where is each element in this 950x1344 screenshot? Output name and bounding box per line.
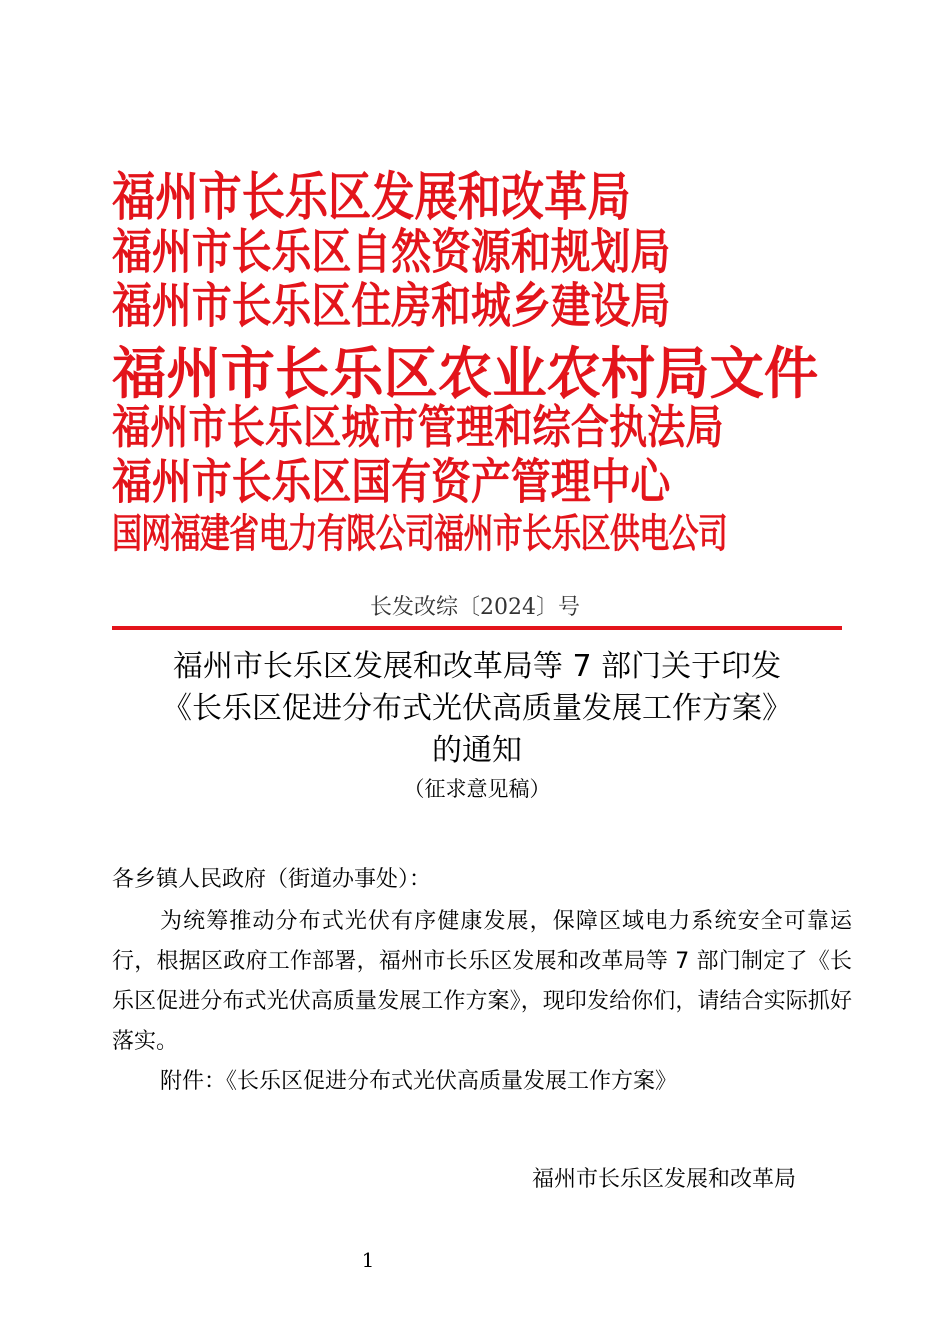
document-body (112, 860, 852, 1102)
agency-line-4: 福州市长乐区农业农村局文件 (112, 341, 819, 407)
document-number: 长发改综〔2024〕号 (370, 595, 580, 620)
title-line-3: 的通知 (432, 733, 522, 768)
agency-line-5: 福州市长乐区城市管理和综合执法局 (112, 400, 724, 454)
red-divider-line (112, 626, 842, 630)
agency-line-2: 福州市长乐区自然资源和规划局 (112, 224, 671, 280)
agency-line-7: 国网福建省电力有限公司福州市长乐区供电公司 (112, 510, 728, 557)
title-line-1: 福州市长乐区发展和改革局等 7 部门关于印发 (172, 649, 782, 684)
title-line-2: 《长乐区促进分布式光伏高质量发展工作方案》 (162, 691, 792, 726)
document-title (112, 646, 842, 806)
signature-agency: 福州市长乐区发展和改革局 (532, 1167, 797, 1192)
agency-line-6: 福州市长乐区国有资产管理中心 (112, 454, 671, 510)
agency-line-3: 福州市长乐区住房和城乡建设局 (112, 278, 671, 334)
page-number: 1 (361, 1248, 375, 1272)
attachment-line: 附件：《长乐区促进分布式光伏高质量发展工作方案》 (160, 1069, 678, 1094)
agency-line-1: 福州市长乐区发展和改革局 (112, 167, 631, 228)
issuing-agencies-header (112, 167, 852, 560)
salutation: 各乡镇人民政府（街道办事处）： (112, 867, 432, 892)
title-subtitle: （征求意见稿） (403, 777, 551, 801)
body-paragraph: 为统筹推动分布式光伏有序健康发展，保障区域电力系统安全可靠运行，根据区政府工作部署，福州市长乐区发展和改革局等 7 部门制定了《长乐区促进分布式光伏高质量发展工作方案》，现印发给你们，请结合实际抓好落实。 (112, 909, 852, 1054)
